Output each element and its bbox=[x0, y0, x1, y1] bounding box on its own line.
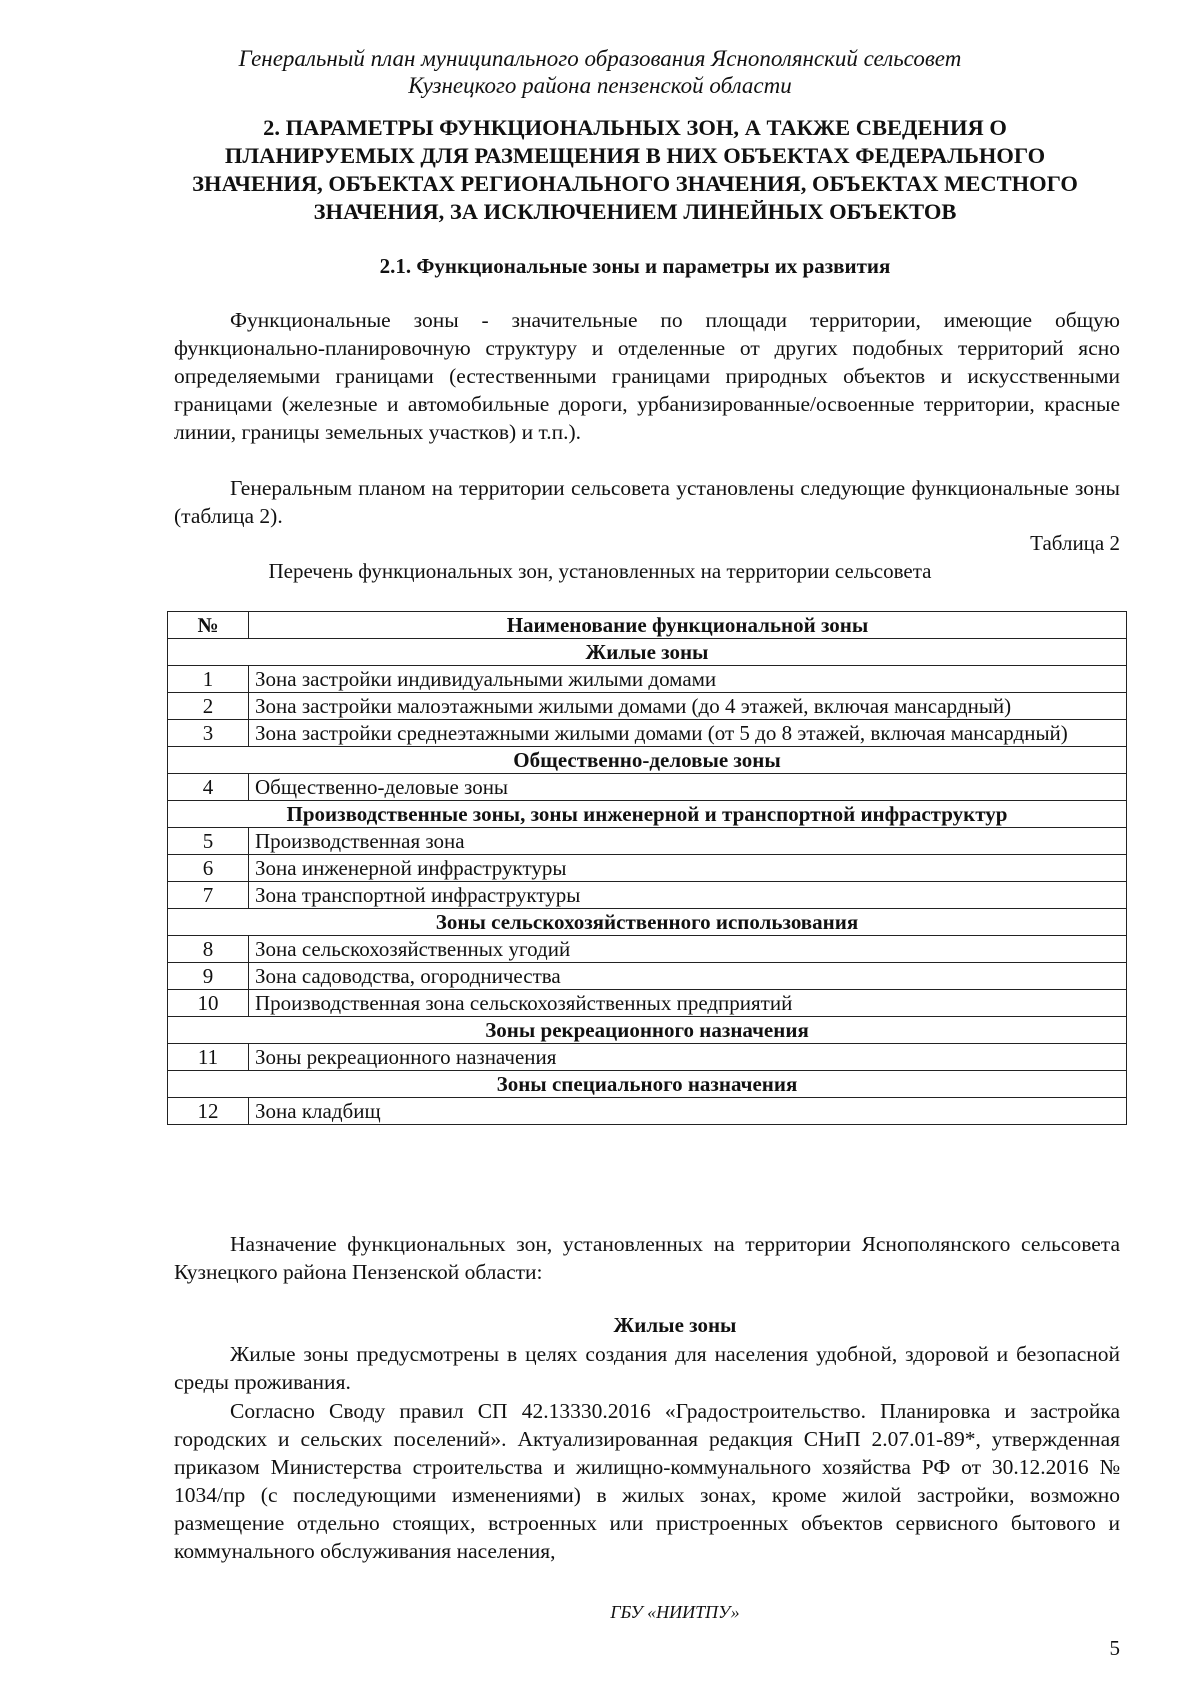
section-title: 2. ПАРАМЕТРЫ ФУНКЦИОНАЛЬНЫХ ЗОН, А ТАКЖЕ СВЕДЕНИЯ О ПЛАНИРУЕМЫХ ДЛЯ РАЗМЕЩЕНИЯ В НИХ ОБЪЕКТАХ ФЕДЕРАЛЬНОГО ЗНАЧЕНИЯ, ОБЪЕКТАХ РЕГИОНАЛЬНОГО ЗНАЧЕНИЯ, ОБЪЕКТАХ МЕСТНОГО ЗНАЧЕНИЯ, ЗА ИСКЛЮЧЕНИЕМ ЛИНЕЙНЫХ ОБЪЕКТОВ bbox=[192, 115, 1078, 224]
zone-name: Зона застройки среднеэтажными жилыми домами (от 5 до 8 этажей, включая мансардный) bbox=[249, 720, 1127, 747]
zones-table-body bbox=[168, 639, 1127, 1125]
intro-paragraph bbox=[174, 306, 1120, 446]
table-row bbox=[168, 882, 1127, 909]
zones-table bbox=[167, 611, 1127, 1125]
table-row bbox=[168, 720, 1127, 747]
zone-group-title: Зоны сельскохозяйственного использования bbox=[168, 909, 1127, 936]
zone-number: 2 bbox=[168, 693, 249, 720]
residential-paragraph-1-text: Жилые зоны предусмотрены в целях создания для населения удобной, здоровой и безопасной среды проживания. bbox=[174, 1342, 1120, 1394]
zone-name: Производственная зона bbox=[249, 828, 1127, 855]
table-caption: Перечень функциональных зон, установленных на территории сельсовета bbox=[268, 559, 932, 583]
zone-number: 7 bbox=[168, 882, 249, 909]
table-row bbox=[168, 693, 1127, 720]
zone-number: 12 bbox=[168, 1098, 249, 1125]
zone-name: Зона садоводства, огородничества bbox=[249, 963, 1127, 990]
residential-paragraph-2-text: Согласно Своду правил СП 42.13330.2016 «Градостроительство. Планировка и застройка городских и сельских поселений». Актуализированная редакция СНиП 2.07.01-89*, утвержденная приказом Министерства строительства и жилищно-коммунального хозяйства РФ от 30.12.2016 № 1034/пр (с последующими изменениями) в жилых зонах, кроме жилой застройки, возможно размещение отдельно стоящих, встроенных или пристроенных объектов сервисного бытового и коммунального обслуживания населения, bbox=[174, 1399, 1120, 1563]
table-group-row bbox=[168, 1017, 1127, 1044]
residential-heading: Жилые зоны bbox=[613, 1313, 737, 1337]
zone-name: Зона кладбищ bbox=[249, 1098, 1127, 1125]
table-group-row bbox=[168, 639, 1127, 666]
table-group-row bbox=[168, 909, 1127, 936]
page-number: 5 bbox=[1109, 1636, 1120, 1660]
table-group-row bbox=[168, 1071, 1127, 1098]
running-header-line1: Генеральный план муниципального образования Яснополянский сельсовет bbox=[238, 46, 962, 71]
zone-name: Зона транспортной инфраструктуры bbox=[249, 882, 1127, 909]
subsection-title: 2.1. Функциональные зоны и параметры их развития bbox=[379, 254, 891, 278]
residential-paragraph-1 bbox=[174, 1340, 1120, 1396]
running-header-line2: Кузнецкого района пензенской области bbox=[408, 73, 792, 98]
zone-number: 5 bbox=[168, 828, 249, 855]
purpose-paragraph bbox=[174, 1230, 1120, 1286]
zone-number: 11 bbox=[168, 1044, 249, 1071]
zone-number: 9 bbox=[168, 963, 249, 990]
intro-paragraph-2-text: Генеральным планом на территории сельсовета установлены следующие функциональные зоны (таблица 2). bbox=[174, 476, 1120, 528]
table-row bbox=[168, 774, 1127, 801]
table-group-row bbox=[168, 747, 1127, 774]
table-row bbox=[168, 963, 1127, 990]
table-row bbox=[168, 936, 1127, 963]
zone-group-title: Зоны специального назначения bbox=[168, 1071, 1127, 1098]
zone-name: Общественно-деловые зоны bbox=[249, 774, 1127, 801]
table-label: Таблица 2 bbox=[1030, 531, 1120, 555]
table-row bbox=[168, 990, 1127, 1017]
table-row bbox=[168, 1044, 1127, 1071]
zone-number: 1 bbox=[168, 666, 249, 693]
zone-number: 3 bbox=[168, 720, 249, 747]
zone-name: Зоны рекреационного назначения bbox=[249, 1044, 1127, 1071]
zone-name: Производственная зона сельскохозяйственных предприятий bbox=[249, 990, 1127, 1017]
footer-organization: ГБУ «НИИТПУ» bbox=[610, 1602, 740, 1622]
zone-number: 8 bbox=[168, 936, 249, 963]
zone-group-title: Производственные зоны, зоны инженерной и транспортной инфраструктур bbox=[168, 801, 1127, 828]
col-num-header: № bbox=[168, 612, 249, 639]
zone-name: Зона сельскохозяйственных угодий bbox=[249, 936, 1127, 963]
intro-paragraph-text: Функциональные зоны - значительные по площади территории, имеющие общую функционально-планировочную структуру и отделенные от других подобных территорий ясно определяемыми границами (естественными границами природных объектов и искусственными границами (железные и автомобильные дороги, урбанизированные/освоенные территории, красные линии, границы земельных участков) и т.п.). bbox=[174, 308, 1120, 444]
zone-number: 6 bbox=[168, 855, 249, 882]
table-header-row bbox=[168, 612, 1127, 639]
table-row bbox=[168, 855, 1127, 882]
zone-number: 4 bbox=[168, 774, 249, 801]
purpose-paragraph-text: Назначение функциональных зон, установленных на территории Яснополянского сельсовета Кузнецкого района Пензенской области: bbox=[174, 1232, 1120, 1284]
zone-group-title: Зоны рекреационного назначения bbox=[168, 1017, 1127, 1044]
zone-group-title: Общественно-деловые зоны bbox=[168, 747, 1127, 774]
intro-paragraph-2 bbox=[174, 474, 1120, 530]
zone-name: Зона инженерной инфраструктуры bbox=[249, 855, 1127, 882]
zone-name: Зона застройки индивидуальными жилыми домами bbox=[249, 666, 1127, 693]
table-row bbox=[168, 666, 1127, 693]
zone-number: 10 bbox=[168, 990, 249, 1017]
col-name-header: Наименование функциональной зоны bbox=[249, 612, 1127, 639]
zone-name: Зона застройки малоэтажными жилыми домами (до 4 этажей, включая мансардный) bbox=[249, 693, 1127, 720]
table-group-row bbox=[168, 801, 1127, 828]
residential-paragraph-2 bbox=[174, 1397, 1120, 1565]
table-row bbox=[168, 1098, 1127, 1125]
table-row bbox=[168, 828, 1127, 855]
zone-group-title: Жилые зоны bbox=[168, 639, 1127, 666]
